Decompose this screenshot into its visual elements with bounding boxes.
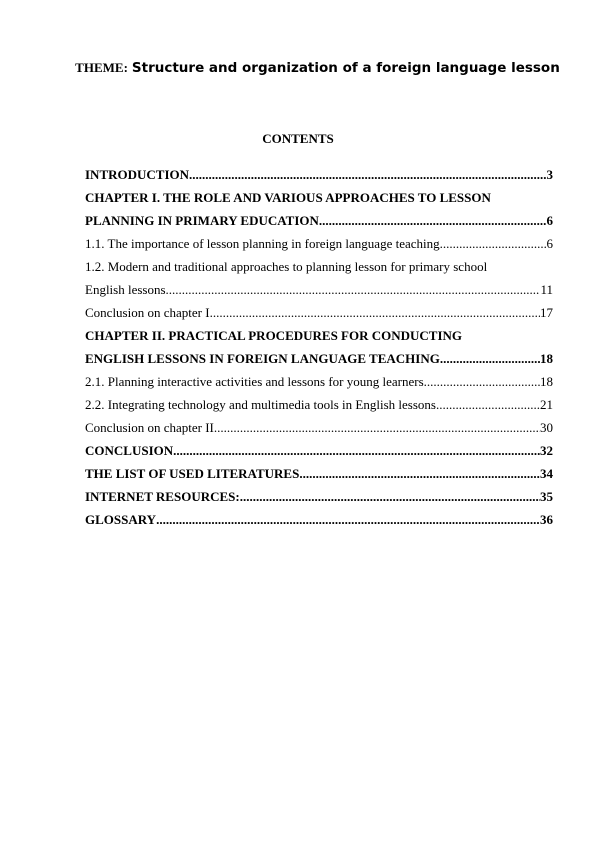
toc-entry: [85, 255, 553, 278]
toc-dot-leader: [240, 485, 540, 508]
toc-entry-title: INTRODUCTION: [85, 167, 190, 182]
toc-entry: [85, 163, 553, 186]
toc-entry: [85, 209, 553, 232]
toc-entry-page: 3: [546, 167, 553, 182]
toc-entry-page: 21: [540, 397, 553, 412]
toc-entry-title: 2.2. Integrating technology and multimedia tools in English lessons: [85, 397, 436, 412]
theme-label: THEME:: [75, 60, 128, 75]
toc-dot-leader: [440, 232, 547, 255]
toc-entry-page: 6: [546, 236, 553, 251]
toc-dot-leader: [424, 370, 540, 393]
toc-dot-leader: [440, 347, 540, 370]
toc-entry: [85, 324, 553, 347]
toc-entry-title: Conclusion on chapter I: [85, 305, 210, 320]
toc-entry: [85, 301, 553, 324]
toc-entry: [85, 462, 553, 485]
toc-entry-page: 6: [546, 213, 553, 228]
toc-entry-page: 18: [540, 374, 553, 389]
toc-dot-leader: [436, 393, 540, 416]
toc-dot-leader: [210, 301, 540, 324]
toc-entry-title: Conclusion on chapter II: [85, 420, 214, 435]
toc-entry: [85, 278, 553, 301]
toc-entry: [85, 393, 553, 416]
contents-heading: CONTENTS: [262, 131, 334, 146]
toc-dot-leader: [214, 416, 540, 439]
toc-dot-leader: [319, 209, 547, 232]
theme-title: Structure and organization of a foreign language lesson: [131, 60, 560, 76]
toc-entry-title: 2.1. Planning interactive activities and lessons for young learners: [85, 374, 424, 389]
toc-entry-title: THE LIST OF USED LITERATURES: [85, 466, 300, 481]
toc-entry: [85, 347, 553, 370]
toc-entry-page: 18: [540, 351, 553, 366]
toc-dot-leader: [156, 508, 540, 531]
toc-entry: [85, 186, 553, 209]
toc-entry-title: CHAPTER II. PRACTICAL PROCEDURES FOR CONDUCTING: [85, 328, 463, 343]
toc-dot-leader: [299, 462, 540, 485]
toc-dot-leader: [189, 163, 546, 186]
toc-entry: [85, 508, 553, 531]
toc-entry: [85, 370, 553, 393]
toc-entry-title: English lessons: [85, 282, 166, 297]
table-of-contents: [85, 163, 553, 531]
toc-entry-title: ENGLISH LESSONS IN FOREIGN LANGUAGE TEACHING: [85, 351, 440, 366]
toc-dot-leader: [173, 439, 540, 462]
theme-heading: [70, 56, 565, 80]
toc-entry: [85, 232, 553, 255]
toc-entry-title: CONCLUSION: [85, 443, 174, 458]
toc-entry-page: 35: [540, 489, 553, 504]
toc-entry-title: CHAPTER I. THE ROLE AND VARIOUS APPROACHES TO LESSON: [85, 190, 491, 205]
toc-entry-page: 11: [540, 282, 553, 297]
toc-entry-page: 17: [540, 305, 553, 320]
toc-entry: [85, 485, 553, 508]
toc-entry-title: PLANNING IN PRIMARY EDUCATION: [85, 213, 319, 228]
toc-dot-leader: [166, 278, 541, 301]
toc-entry-page: 30: [540, 420, 553, 435]
toc-entry-title: INTERNET RESOURCES:: [85, 489, 240, 504]
toc-entry-title: GLOSSARY: [85, 512, 157, 527]
toc-entry-title: 1.2. Modern and traditional approaches to planning lesson for primary school: [85, 259, 488, 274]
toc-entry: [85, 439, 553, 462]
toc-entry-page: 36: [540, 512, 553, 527]
toc-entry-title: 1.1. The importance of lesson planning in foreign language teaching: [85, 236, 440, 251]
toc-entry-page: 32: [540, 443, 553, 458]
toc-entry-page: 34: [540, 466, 553, 481]
toc-entry: [85, 416, 553, 439]
